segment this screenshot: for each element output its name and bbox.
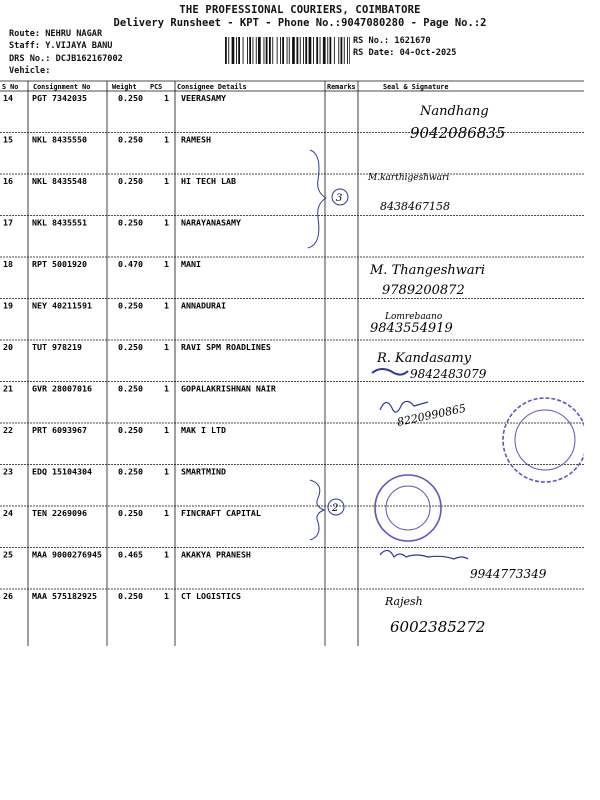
cell-pcs: 1	[164, 549, 169, 560]
table-row	[3, 218, 241, 228]
cell-sno: 24	[3, 508, 13, 518]
cell-sno: 26	[3, 591, 13, 601]
table-row	[3, 342, 271, 352]
group-brace-a	[308, 150, 326, 248]
cell-pcs: 1	[164, 508, 169, 518]
cell-pcs: 1	[164, 466, 169, 477]
table-row	[3, 425, 226, 435]
cell-weight: 0.250	[118, 425, 143, 435]
cell-consignee: GOPALAKRISHNAN NAIR	[181, 383, 276, 394]
cell-pcs: 1	[164, 383, 169, 394]
sig-row21-phone: 8220990865	[395, 401, 468, 429]
handwriting-layer	[308, 104, 584, 636]
cell-consignment: EDQ 15104304	[32, 466, 92, 477]
col-consignee-header: Consignee Details	[177, 83, 247, 91]
cell-weight: 0.250	[118, 93, 143, 103]
cell-weight: 0.470	[118, 259, 143, 269]
col-seal-header: Seal & Signature	[383, 83, 449, 91]
sig-row18-phone: 9789200872	[382, 283, 465, 298]
rs-date: RS Date: 04-Oct-2025	[353, 48, 457, 58]
sig-row20-name: R. Kandasamy	[377, 351, 472, 366]
cell-consignee: ANNADURAI	[181, 300, 226, 311]
scribble-row20	[372, 369, 408, 375]
cell-weight: 0.465	[118, 549, 143, 560]
cell-weight: 0.250	[118, 176, 143, 186]
table-grid	[0, 81, 584, 646]
col-consignment-header: Consignment No	[33, 83, 91, 91]
cell-consignee: HI TECH LAB	[181, 176, 236, 186]
cell-consignment: PGT 7342035	[32, 93, 87, 103]
sig-row26-phone: 6002385272	[390, 618, 486, 636]
company-stamp-right	[503, 398, 584, 482]
table-row	[3, 508, 261, 518]
cell-consignee: NARAYANASAMY	[181, 217, 241, 228]
col-remarks-header: Remarks	[327, 83, 356, 91]
sig-row16-name: M.karthigeshwari	[368, 173, 450, 183]
cell-consignee: MANI	[181, 259, 201, 269]
table-row	[3, 93, 226, 103]
sig-row14-name: Nandhang	[420, 104, 489, 119]
table-row	[3, 591, 241, 601]
runsheet-subtitle: Delivery Runsheet - KPT - Phone No.:9047080280 - Page No.:2	[113, 17, 487, 29]
table-row	[3, 550, 251, 560]
cell-consignee: RAMESH	[181, 134, 211, 145]
cell-pcs: 1	[164, 300, 169, 311]
cell-sno: 14	[3, 93, 13, 103]
col-weight-header: Weight	[112, 83, 137, 91]
cell-sno: 22	[3, 425, 13, 435]
cell-weight: 0.250	[118, 508, 143, 518]
cell-weight: 0.250	[118, 466, 143, 477]
cell-weight: 0.250	[118, 383, 143, 394]
cell-sno: 23	[3, 466, 13, 477]
cell-sno: 20	[3, 342, 13, 352]
signature-row25	[380, 550, 468, 559]
sig-row19-phone: 9843554919	[370, 321, 453, 336]
col-sno-header: S No	[2, 83, 19, 91]
cell-consignment: NKL 8435550	[32, 134, 87, 145]
rs-number: RS No.: 1621670	[353, 36, 431, 46]
group-count-b: 2	[332, 503, 339, 514]
runsheet-table	[0, 80, 584, 646]
cell-consignee: SMARTMIND	[181, 466, 226, 477]
table-row	[3, 176, 236, 186]
cell-consignment: PRT 6093967	[32, 425, 87, 435]
sig-row19-name: Lomrebaano	[385, 312, 443, 322]
group-count-a: 3	[336, 193, 343, 204]
cell-consignment: MAA 575182925	[32, 591, 97, 601]
cell-consignment: TUT 978219	[32, 342, 82, 352]
cell-pcs: 1	[164, 591, 169, 601]
cell-consignee: MAK I LTD	[181, 425, 226, 435]
cell-pcs: 1	[164, 217, 169, 228]
cell-pcs: 1	[164, 342, 169, 352]
cell-sno: 18	[3, 259, 13, 269]
sig-row26-name: Rajesh	[385, 595, 423, 608]
sig-row18-name: M. Thangeshwari	[370, 263, 486, 278]
vehicle-label: Vehicle:	[9, 66, 51, 76]
cell-pcs: 1	[164, 425, 169, 435]
cell-weight: 0.250	[118, 300, 143, 311]
staff-label: Staff: Y.VIJAYA BANU	[9, 41, 113, 51]
company-stamp-left	[375, 475, 441, 541]
cell-sno: 15	[3, 134, 13, 145]
table-row	[3, 467, 226, 477]
company-title: THE PROFESSIONAL COURIERS, COIMBATORE	[179, 4, 421, 16]
cell-sno: 25	[3, 549, 13, 560]
cell-pcs: 1	[164, 134, 169, 145]
cell-pcs: 1	[164, 176, 169, 186]
cell-weight: 0.250	[118, 591, 143, 601]
cell-consignee: RAVI SPM ROADLINES	[181, 342, 271, 352]
sig-row20-phone: 9842483079	[410, 367, 487, 381]
group-brace-b	[310, 480, 324, 540]
sig-row16-phone: 8438467158	[380, 200, 450, 213]
cell-consignee: VEERASAMY	[181, 93, 226, 103]
route-label: Route: NEHRU NAGAR	[9, 29, 103, 39]
cell-sno: 16	[3, 176, 13, 186]
cell-sno: 21	[3, 383, 13, 394]
table-row	[3, 259, 201, 269]
cell-consignment: RPT 5001920	[32, 259, 87, 269]
cell-consignee: FINCRAFT CAPITAL	[181, 508, 261, 518]
cell-pcs: 1	[164, 259, 169, 269]
cell-consignment: MAA 9000276945	[32, 549, 102, 560]
cell-weight: 0.250	[118, 342, 143, 352]
cell-consignment: NKL 8435548	[32, 176, 87, 186]
cell-consignment: TEN 2269096	[32, 508, 87, 518]
cell-consignment: NKL 8435551	[32, 217, 87, 228]
col-pcs-header: PCS	[150, 83, 163, 91]
drs-number: DRS No.: DCJB162167002	[9, 54, 123, 64]
cell-sno: 17	[3, 217, 13, 228]
cell-pcs: 1	[164, 93, 169, 103]
table-row	[3, 301, 226, 311]
cell-consignee: CT LOGISTICS	[181, 591, 241, 601]
sig-row25-phone: 9944773349	[470, 567, 547, 581]
cell-consignment: NEY 40211591	[32, 300, 92, 311]
cell-weight: 0.250	[118, 217, 143, 228]
cell-weight: 0.250	[118, 134, 143, 145]
barcode-icon	[225, 37, 350, 64]
cell-sno: 19	[3, 300, 13, 311]
sig-row14-phone: 9042086835	[410, 124, 506, 142]
cell-consignee: AKAKYA PRANESH	[181, 549, 251, 560]
table-row	[3, 384, 276, 394]
cell-consignment: GVR 28007016	[32, 383, 92, 394]
